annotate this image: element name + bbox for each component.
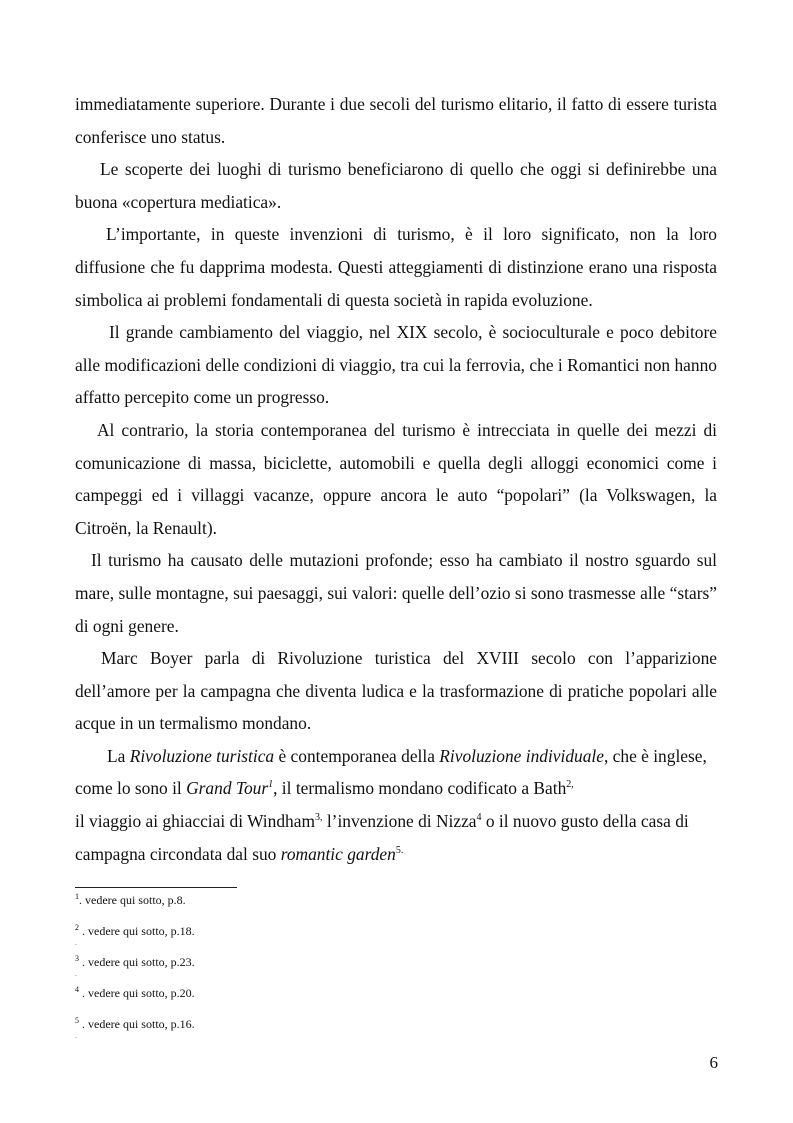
text-run: Le scoperte dei luoghi di turismo beneficiarono di quello che oggi si definirebbe una buona «copertura mediatica». (75, 159, 717, 212)
paragraph (75, 316, 717, 414)
footnote-ref: 3, (314, 812, 323, 824)
footnote (75, 954, 717, 985)
paragraph (75, 218, 717, 316)
text-run: l’invenzione di Nizza (322, 811, 477, 832)
footnote-mark: . (75, 939, 77, 947)
text-run: è contemporanea della (274, 745, 440, 766)
footnotes (75, 892, 717, 1047)
text-run: il viaggio ai ghiacciai di Windham (75, 811, 315, 832)
text-run: Il turismo ha causato delle mutazioni profonde; esso ha cambiato il nostro sguardo sul mare, sulle montagne, sui paesaggi, sui valori: quelle dell’ozio si sono trasmesse alle “stars” di ogni genere. (75, 550, 717, 636)
footnote (75, 892, 717, 923)
page-number: 6 (709, 1053, 718, 1072)
footnote-ref: 1 (268, 779, 274, 791)
footnote-text: . vedere qui sotto, p.16. (79, 1017, 195, 1031)
text-run: immediatamente superiore. Durante i due secoli del turismo elitario, il fatto di essere turista conferisce uno status. (75, 94, 717, 147)
italic-text: Rivoluzione turistica (129, 745, 275, 766)
text-run: Il grande cambiamento del viaggio, nel XIX secolo, è socioculturale e poco debitore alle modificazioni delle condizioni di viaggio, tra cui la ferrovia, che i Romantici non hanno affatto percepito come un progresso. (75, 322, 717, 408)
footnote-ref: 5. (395, 844, 404, 856)
text-run: La (107, 745, 130, 766)
footnote-number: 4 (75, 985, 79, 994)
footnote-mark: . (75, 1032, 77, 1040)
paragraph (75, 544, 717, 642)
italic-text: Grand Tour (186, 778, 269, 799)
footnote-text: . vedere qui sotto, p.18. (79, 924, 195, 938)
paragraph (75, 153, 717, 218)
footnote-number: 3 (75, 954, 79, 963)
footnote-ref: 4 (476, 812, 482, 824)
italic-text: romantic garden (280, 843, 396, 864)
footnote (75, 1016, 717, 1047)
text-run: Al contrario, la storia contemporanea del turismo è intrecciata in quelle dei mezzi di comunicazione di massa, biciclette, automobili e quella degli alloggi economici come i campeggi ed i villaggi vacanze, oppure ancora le auto “popolari” (la Volkswagen, la Citroën, la Renault). (75, 419, 717, 538)
footnote-number: 2 (75, 923, 79, 932)
paragraph (75, 740, 717, 870)
footnote (75, 923, 717, 954)
paragraph (75, 414, 717, 544)
footnote (75, 985, 717, 1016)
footnote-separator (75, 887, 237, 888)
footnote-text: . vedere qui sotto, p.8. (79, 893, 186, 907)
text-run: Marc Boyer parla di Rivoluzione turistica del XVIII secolo con l’apparizione dell’amore per la campagna che diventa ludica e la trasformazione di pratiche popolari alle acque in un termalismo mondano. (75, 648, 717, 734)
footnote-number: 5 (75, 1016, 79, 1025)
paragraph (75, 88, 717, 153)
footnote-text: . vedere qui sotto, p.23. (79, 955, 195, 969)
text-run: , che è inglese, come lo sono il (75, 745, 707, 799)
italic-text: Rivoluzione individuale (439, 745, 604, 766)
footnote-mark: . (75, 970, 77, 978)
paragraph (75, 642, 717, 740)
text-run: , il termalismo mondano codificato a Bath (273, 778, 567, 799)
body-text (75, 88, 717, 870)
footnote-text: . vedere qui sotto, p.20. (79, 986, 195, 1000)
text-run: o il nuovo gusto della casa di campagna circondata dal suo (75, 811, 689, 864)
footnote-number: 1 (75, 892, 79, 901)
text-run: L’importante, in queste invenzioni di turismo, è il loro significato, non la loro diffusione che fu dapprima modesta. Questi atteggiamenti di distinzione erano una risposta simbolica ai problemi fondamentali di questa società in rapida evoluzione. (75, 224, 717, 310)
footnote-ref: 2, (566, 779, 574, 791)
